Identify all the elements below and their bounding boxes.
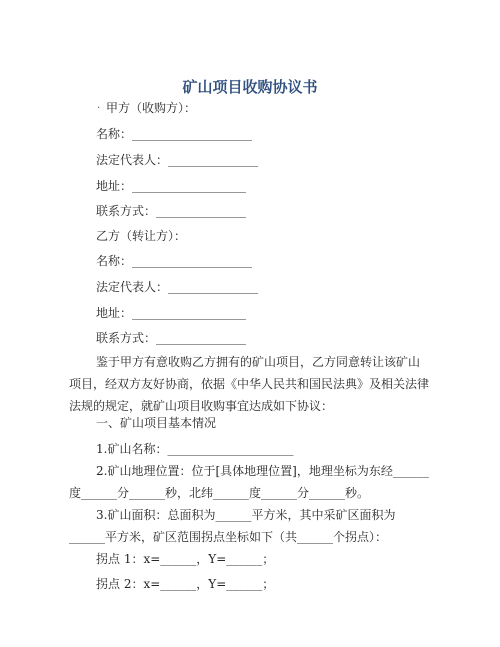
party-b-name: 名称：____________________ <box>96 254 253 268</box>
party-b-address: 地址：___________________ <box>96 306 247 320</box>
party-b-heading: 乙方（转让方）： <box>96 229 187 243</box>
section1-heading: 一、矿山项目基本情况 <box>96 416 217 430</box>
party-a-address: 地址：___________________ <box>96 179 247 193</box>
bullet-dot: · <box>97 103 101 114</box>
party-a-contact: 联系方式：_______________ <box>96 204 247 218</box>
section1-point2: 拐点 2：x=______，Y=______； <box>96 577 275 591</box>
section1-item1: 1.矿山名称：_____________________ <box>96 442 294 456</box>
party-a-rep: 法定代表人：_______________ <box>96 153 259 167</box>
section1-item3: 3.矿山面积：总面积为______平方米，其中采矿区面积为______平方米，矿区范围拐点坐标如下（共______个拐点）： <box>69 508 396 544</box>
section1-point1: 拐点 1：x=______，Y=______； <box>96 552 275 566</box>
party-b-rep: 法定代表人：_______________ <box>96 280 259 294</box>
party-a-heading: 甲方（收购方）： <box>106 101 197 115</box>
party-a-name: 名称：____________________ <box>96 127 253 141</box>
party-b-contact: 联系方式：_______________ <box>96 331 247 345</box>
section1-item2: 2.矿山地理位置：位于[具体地理位置]，地理坐标为东经______度______分______秒，北纬______度______分______秒。 <box>69 464 429 500</box>
preamble-paragraph: 鉴于甲方有意收购乙方拥有的矿山项目，乙方同意转让该矿山项目，经双方友好协商，依据《中华人民共和国民法典》及相关法律法规的规定，就矿山项目收购事宜达成如下协议： <box>69 355 430 413</box>
document-title: 矿山项目收购协议书 <box>182 78 318 96</box>
